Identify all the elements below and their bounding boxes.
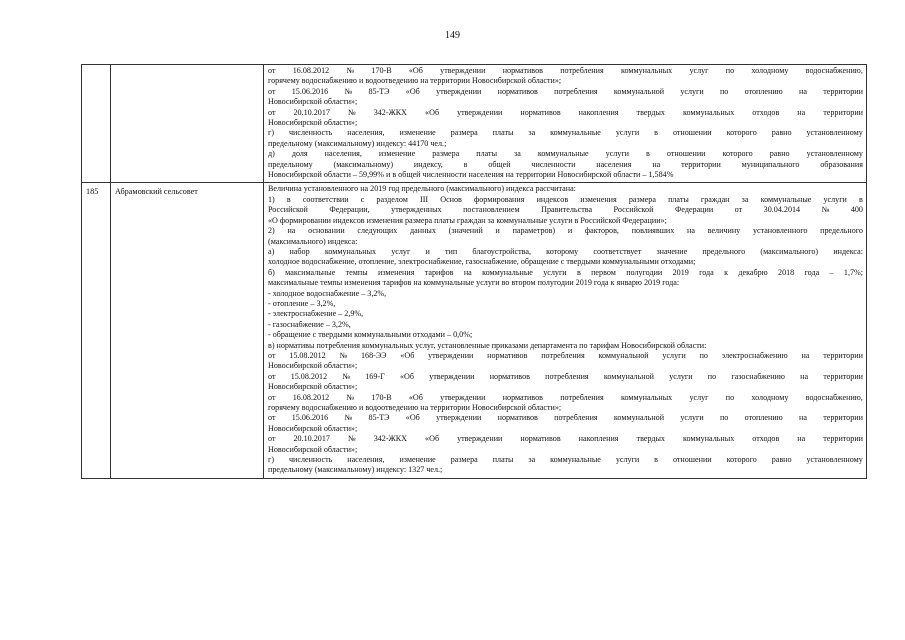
text-line: Новосибирской области»; bbox=[268, 361, 358, 371]
text-line: от 16.08.2012 № 170-В «Об утверждении нормативов потребления коммунальных услуг по холодному водоснабжению, bbox=[268, 392, 863, 402]
text-line: горячему водоснабжению и водоотведению на территории Новосибирской области»; bbox=[268, 403, 562, 412]
text-line: от 15.06.2016 № 85-ТЭ «Об утверждении нормативов потребления коммунальной услуги по отоплению на территории bbox=[268, 86, 863, 96]
text-line: в) нормативы потребления коммунальных услуг, установленные приказами департамента по тарифам Новосибирской области: bbox=[268, 340, 707, 350]
text-line: «О формировании индексов изменения размера платы граждан за коммунальные услуги в Российской Федерации»; bbox=[268, 215, 667, 225]
text-line: г) численность населения, изменение размера платы за коммунальные услуги в отношении которого равно установленному bbox=[268, 128, 863, 138]
text-line: г) численность населения, изменение размера платы за коммунальные услуги в отношении которого равно установленному bbox=[268, 455, 863, 465]
table-row bbox=[82, 65, 867, 183]
text-line: максимальные темпы изменения тарифов на коммунальные услуги во втором полугодии 2019 года к январю 2019 года: bbox=[268, 278, 680, 288]
text-line: Новосибирской области»; bbox=[268, 382, 358, 392]
description-cell bbox=[264, 183, 867, 478]
text-line: Российской Федерации, утвержденных постановлением Правительства Российской Федерации от 30.04.2014 № 400 bbox=[268, 205, 863, 215]
text-line: горячему водоснабжению и водоотведению на территории Новосибирской области»; bbox=[268, 76, 562, 86]
text-line: Величина установленного на 2019 год предельного (максимального) индекса рассчитана: bbox=[268, 184, 576, 194]
text-line: - обращение с твердыми коммунальными отходами – 0,0%; bbox=[268, 330, 473, 340]
text-line: - холодное водоснабжение – 3,2%, bbox=[268, 288, 387, 298]
table-row bbox=[82, 183, 867, 478]
text-line: от 15.08.2012 № 168-ЭЭ «Об утверждении нормативов потребления коммунальной услуги по электроснабжению на территории bbox=[268, 350, 863, 360]
text-line: Новосибирской области»; bbox=[268, 423, 358, 433]
text-line: 2) на основании следующих данных (значений и параметров) и факторов, повлиявших на величину установленного предельного bbox=[268, 226, 863, 236]
text-line: от 15.06.2016 № 85-ТЭ «Об утверждении нормативов потребления коммунальной услуги по отоплению на территории bbox=[268, 413, 863, 423]
text-line: холодное водоснабжение, отопление, электроснабжение, газоснабжение, обращение с твердыми коммунальными отходами; bbox=[268, 257, 696, 267]
text-line: б) максимальные темпы изменения тарифов на коммунальные услуги в первом полугодии 2019 года к декабрю 2018 года – 1,7%; bbox=[268, 267, 863, 277]
row-number bbox=[82, 65, 111, 183]
municipality-name bbox=[111, 65, 264, 183]
row-number: 185 bbox=[82, 183, 111, 478]
text-line: Новосибирской области»; bbox=[268, 97, 358, 107]
text-line: - газоснабжение – 3,2%, bbox=[268, 319, 351, 329]
text-line: предельному (максимальному) индексу: 44170 чел.; bbox=[268, 138, 447, 148]
text-line: Новосибирской области»; bbox=[268, 444, 358, 454]
text-line: - электроснабжение – 2,9%, bbox=[268, 309, 364, 319]
text-line: предельному (максимальному) индексу, в общей численности населения на территории муниципального образования bbox=[268, 159, 863, 169]
document-table bbox=[81, 64, 867, 479]
description-cell bbox=[264, 65, 867, 183]
text-line: от 16.08.2012 № 170-В «Об утверждении нормативов потребления коммунальных услуг по холодному водоснабжению, bbox=[268, 66, 863, 75]
text-line: Новосибирской области»; bbox=[268, 118, 358, 128]
text-line: (максимального) индекса: bbox=[268, 236, 358, 246]
text-line: от 20.10.2017 № 342-ЖКХ «Об утверждении нормативов накопления твердых коммунальных отходов на территории bbox=[268, 107, 863, 117]
text-line: от 15.08.2012 № 169-Г «Об утверждении нормативов потребления коммунальной услуги по газоснабжению на территории bbox=[268, 371, 863, 381]
text-line: - отопление – 3,2%, bbox=[268, 298, 336, 308]
text-line: от 20.10.2017 № 342-ЖКХ «Об утверждении нормативов накопления твердых коммунальных отходов на территории bbox=[268, 434, 863, 444]
text-line: а) набор коммунальных услуг и тип благоустройства, которому соответствует значение предельного (максимального) индекса: bbox=[268, 246, 863, 256]
text-line: 1) в соответствии с разделом III Основ формирования индексов изменения размера платы граждан за коммунальные услуги в bbox=[268, 194, 863, 204]
municipality-name: Абрамовский сельсовет bbox=[111, 183, 264, 478]
text-line: д) доля населения, изменение размера платы за коммунальные услуги в отношении которого равно установленному bbox=[268, 149, 863, 159]
text-line: предельному (максимальному) индексу: 1327 чел.; bbox=[268, 465, 443, 475]
text-line: Новосибирской области – 59,99% и в общей численности населения на территории Новосибирской области – 1,584% bbox=[268, 170, 674, 180]
page-number: 149 bbox=[445, 30, 460, 41]
